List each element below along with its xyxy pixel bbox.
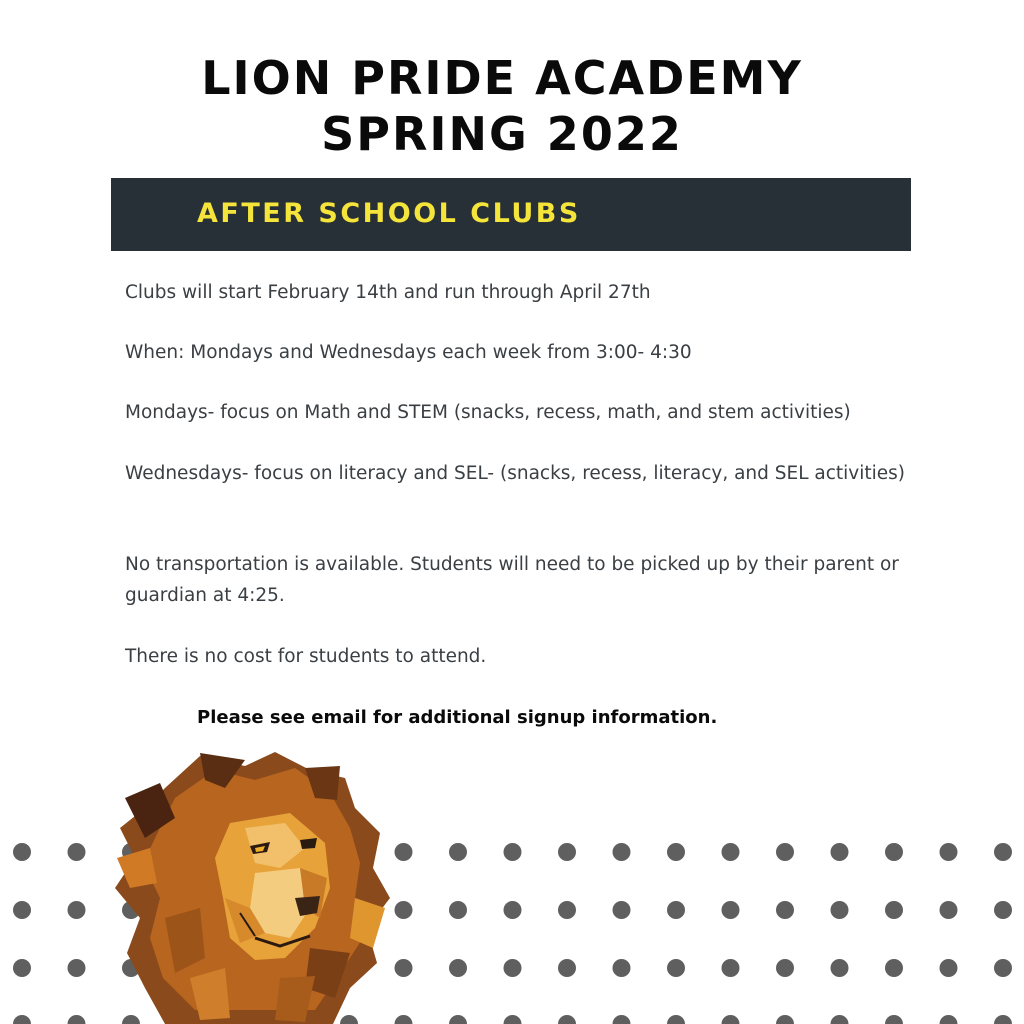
pattern-dot: [776, 959, 794, 977]
pattern-dot: [395, 1015, 413, 1024]
pattern-dot: [13, 843, 31, 861]
banner-heading: AFTER SCHOOL CLUBS: [197, 198, 581, 229]
pattern-dot: [613, 843, 631, 861]
pattern-dot: [68, 959, 86, 977]
pattern-dot: [722, 1015, 740, 1024]
pattern-dot: [449, 843, 467, 861]
pattern-dot: [558, 959, 576, 977]
page-title: [0, 50, 1004, 162]
pattern-dot: [994, 901, 1012, 919]
pattern-dot: [831, 901, 849, 919]
pattern-dot: [558, 1015, 576, 1024]
signup-note: Please see email for additional signup information.: [197, 707, 718, 728]
pattern-dot: [504, 1015, 522, 1024]
paragraph-wednesdays: Wednesdays- focus on literacy and SEL- (snacks, recess, literacy, and SEL activities): [125, 463, 906, 484]
paragraph-cost: There is no cost for students to attend.: [125, 646, 487, 667]
pattern-dot: [940, 959, 958, 977]
pattern-dot: [667, 1015, 685, 1024]
pattern-dot: [449, 1015, 467, 1024]
section-banner: [111, 178, 911, 251]
pattern-dot: [776, 843, 794, 861]
paragraph-when: When: Mondays and Wednesdays each week from 3:00- 4:30: [125, 342, 692, 363]
pattern-dot: [68, 843, 86, 861]
pattern-dot: [722, 843, 740, 861]
pattern-dot: [395, 901, 413, 919]
pattern-dot: [68, 901, 86, 919]
pattern-dot: [613, 901, 631, 919]
pattern-dot: [449, 901, 467, 919]
paragraph-transportation: No transportation is available. Students will need to be picked up by their parent or guardian at 4:25.: [125, 554, 899, 606]
pattern-dot: [776, 1015, 794, 1024]
pattern-dot: [994, 843, 1012, 861]
pattern-dot: [722, 901, 740, 919]
pattern-dot: [776, 901, 794, 919]
pattern-dot: [449, 959, 467, 977]
title-line-1: LION PRIDE ACADEMY: [201, 51, 803, 105]
pattern-dot: [831, 959, 849, 977]
pattern-dot: [722, 959, 740, 977]
paragraph-dates: Clubs will start February 14th and run through April 27th: [125, 282, 651, 303]
pattern-dot: [940, 1015, 958, 1024]
pattern-dot: [831, 843, 849, 861]
pattern-dot: [13, 901, 31, 919]
pattern-dot: [558, 901, 576, 919]
pattern-dot: [885, 843, 903, 861]
pattern-dot: [940, 843, 958, 861]
pattern-dot: [504, 901, 522, 919]
pattern-dot: [68, 1015, 86, 1024]
pattern-dot: [994, 959, 1012, 977]
pattern-dot: [994, 1015, 1012, 1024]
lion-head-icon: [105, 748, 395, 1024]
pattern-dot: [667, 901, 685, 919]
title-line-2: SPRING 2022: [321, 107, 683, 161]
pattern-dot: [613, 959, 631, 977]
pattern-dot: [13, 959, 31, 977]
pattern-dot: [504, 843, 522, 861]
pattern-dot: [885, 959, 903, 977]
pattern-dot: [395, 843, 413, 861]
pattern-dot: [13, 1015, 31, 1024]
pattern-dot: [940, 901, 958, 919]
pattern-dot: [613, 1015, 631, 1024]
pattern-dot: [558, 843, 576, 861]
pattern-dot: [885, 901, 903, 919]
pattern-dot: [667, 959, 685, 977]
pattern-dot: [831, 1015, 849, 1024]
pattern-dot: [395, 959, 413, 977]
pattern-dot: [885, 1015, 903, 1024]
paragraph-mondays: Mondays- focus on Math and STEM (snacks, recess, math, and stem activities): [125, 402, 851, 423]
pattern-dot: [667, 843, 685, 861]
pattern-dot: [504, 959, 522, 977]
